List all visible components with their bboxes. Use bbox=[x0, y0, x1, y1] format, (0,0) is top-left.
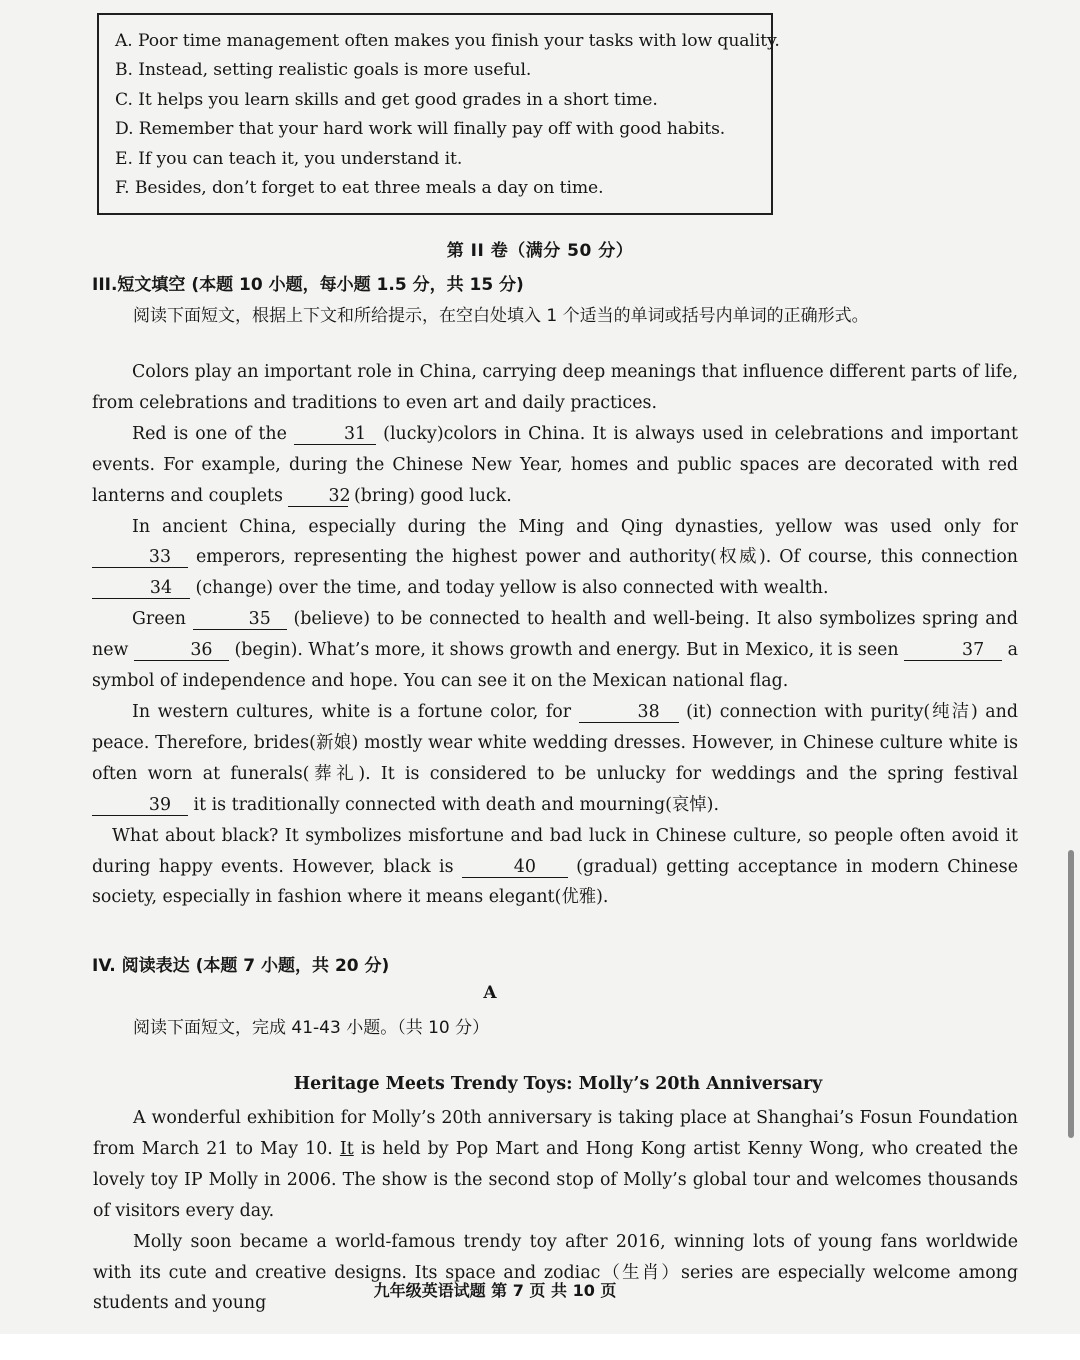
part3-paragraph: In western cultures, white is a fortune color, for 38 (it) connection with purity(纯洁) and peace. Therefore, brides(新娘) mostly wear white wedding dresses. However, in Chinese culture white is often worn at funerals(葬礼). It is considered to be unlucky for weddings and the spring festival 39 it is traditionally connected with death and mourning(哀悼). bbox=[92, 701, 1018, 815]
scrollbar-thumb[interactable] bbox=[1068, 850, 1074, 1138]
blank-35[interactable]: 35 bbox=[193, 610, 287, 630]
option-a: A. Poor time management often makes you finish your tasks with low quality. bbox=[115, 31, 780, 51]
part3-instruction: 阅读下面短文，根据上下文和所给提示，在空白处填入 1 个适当的单词或括号内单词的正确形式。 bbox=[133, 306, 869, 326]
part4-instruction: 阅读下面短文，完成 41-43 小题。（共 10 分） bbox=[133, 1018, 490, 1038]
part3-passage bbox=[92, 357, 1018, 913]
blank-40[interactable]: 40 bbox=[462, 858, 568, 878]
blank-39[interactable]: 39 bbox=[92, 796, 188, 816]
blank-34[interactable]: 34 bbox=[92, 579, 190, 599]
part3-paragraph: In ancient China, especially during the Ming and Qing dynasties, yellow was used only for 33 emperors, representing the highest power and authority(权威). Of course, this connection 34 (change) over the time, and today yellow is also connected with wealth. bbox=[92, 512, 1018, 605]
part3-paragraph: Green 35 (believe) to be connected to health and well-being. It also symbolizes spring and new 36 (begin). What’s more, it shows growth and energy. But in Mexico, it is seen 37 a symbol of independence and hope. You can see it on the Mexican national flag. bbox=[92, 609, 1018, 692]
option-e: E. If you can teach it, you understand it. bbox=[115, 148, 463, 169]
part4-heading: IV. 阅读表达 (本题 7 小题，共 20 分) bbox=[92, 956, 390, 976]
options-box bbox=[97, 13, 780, 215]
option-f: F. Besides, don’t forget to eat three meals a day on time. bbox=[115, 178, 604, 199]
blank-36[interactable]: 36 bbox=[134, 641, 229, 661]
page-footer: 九年级英语试题 第 7 页 共 10 页 bbox=[373, 1281, 617, 1300]
blank-31[interactable]: 31 bbox=[294, 425, 376, 445]
part3-heading: III.短文填空 (本题 10 小题，每小题 1.5 分，共 15 分) bbox=[92, 275, 524, 295]
part4-paragraph: Molly soon became a world-famous trendy toy after 2016, winning lots of young fans worldwide with its cute and creative designs. Its space and zodiac（生肖）series are especially welcome among students and young bbox=[93, 1231, 1018, 1314]
part3-paragraph: What about black? It symbolizes misfortune and bad luck in Chinese culture, so people often avoid it during happy events. However, black is 40 (gradual) getting acceptance in modern Chinese society, especially in fashion where it means elegant(优雅). bbox=[92, 825, 1018, 908]
blank-38[interactable]: 38 bbox=[579, 703, 679, 723]
part-a-label: A bbox=[483, 983, 497, 1003]
option-b: B. Instead, setting realistic goals is more useful. bbox=[115, 60, 532, 81]
option-c: C. It helps you learn skills and get good grades in a short time. bbox=[115, 89, 658, 110]
underlined-word: It bbox=[339, 1138, 354, 1159]
page-bottom-edge bbox=[0, 1334, 1080, 1360]
section-title: 第 II 卷（满分 50 分） bbox=[446, 241, 634, 261]
part3-paragraph: Colors play an important role in China, carrying deep meanings that influence different parts of life, from celebrations and traditions to even art and daily practices. bbox=[92, 362, 1018, 413]
article-title: Heritage Meets Trendy Toys: Molly’s 20th Anniversary bbox=[293, 1074, 823, 1094]
part4-paragraph: A wonderful exhibition for Molly’s 20th anniversary is taking place at Shanghai’s Fosun Foundation from March 21 to May 10. It is held by Pop Mart and Hong Kong artist Kenny Wong, who created the lovely toy IP Molly in 2006. The show is the second stop of Molly’s global tour and welcomes thousands of visitors every day. bbox=[93, 1108, 1018, 1221]
option-d: D. Remember that your hard work will finally pay off with good habits. bbox=[115, 119, 726, 140]
blank-37[interactable]: 37 bbox=[904, 641, 1002, 661]
blank-33[interactable]: 33 bbox=[92, 548, 188, 568]
blank-32[interactable]: 32 bbox=[288, 487, 348, 507]
part3-paragraph: Red is one of the 31 (lucky)colors in China. It is always used in celebrations and important events. For example, during the Chinese New Year, homes and public spaces are decorated with red lanterns and couplets 32 (bring) good luck. bbox=[92, 423, 1018, 506]
